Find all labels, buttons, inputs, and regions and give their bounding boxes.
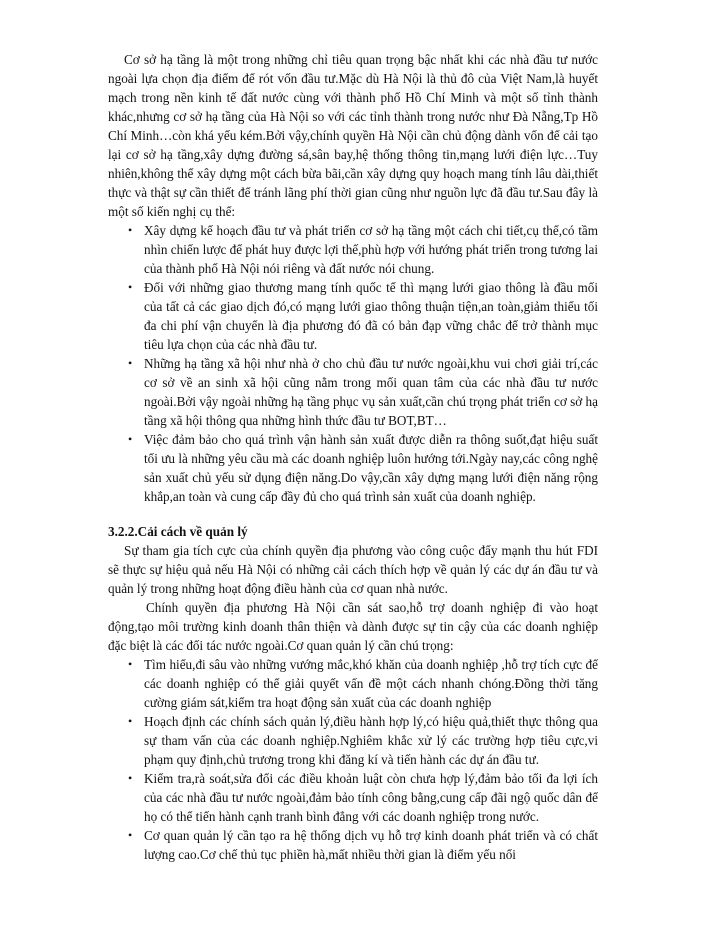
list-item: • Xây dựng kế hoạch đầu tư và phát triển cơ sở hạ tầng một cách chi tiết,cụ thể,có tầm nhìn chiến lược để phát huy được lợi thế,phù hợp với hướng phát triển trong tương lai của thành phố Hà Nội nói riêng và đất nước nói chung. bbox=[128, 223, 598, 276]
intro-paragraph: Cơ sở hạ tầng là một trong những chỉ tiêu quan trọng bậc nhất khi các nhà đầu tư nước ngoài lựa chọn địa điểm để rót vốn đầu tư.Mặc dù Hà Nội là thủ đô của Việt Nam,là huyết mạch trong nền kinh tế đất nước cùng với thành phố Hồ Chí Minh và một số tỉnh thành khác,nhưng cơ sở hạ tầng của Hà Nội so với các tỉnh thành trong nước như Đà Nẵng,Tp Hồ Chí Minh…còn khá yếu kém.Bởi vậy,chính quyền Hà Nội cần chủ động dành vốn để cải tạo lại cơ sở hạ tầng,xây dựng đường sá,sân bay,hệ thống thông tin,mạng lưới điện lực…Tuy nhiên,không thể xây dựng một cách bừa bãi,cần xây dựng quy hoạch mang tính lâu dài,thiết thực và thật sự cần thiết để tránh lãng phí thời gian cũng như nguồn lực đã đầu tư.Sau đây là một số kiến nghị cụ thể: bbox=[108, 52, 598, 219]
bullet-icon: • bbox=[128, 223, 133, 237]
section-heading: 3.2.2.Cải cách về quản lý bbox=[108, 524, 248, 539]
bullet-icon: • bbox=[128, 657, 133, 671]
bullet-icon: • bbox=[128, 280, 133, 294]
management-paragraph-2: Chính quyền địa phương Hà Nội cần sát sao,hỗ trợ doanh nghiệp đi vào hoạt động,tạo môi trường kinh doanh thân thiện và dành được sự tin cậy của các doanh nghiệp đặc biệt là các đối tác nước ngoài.Cơ quan quản lý cần chú trọng: bbox=[108, 600, 598, 653]
list-item: • Cơ quan quản lý cần tạo ra hệ thống dịch vụ hỗ trợ kinh doanh phát triển và có chất lượng cao.Cơ chế thủ tục phiền hà,mất nhiều thời gian là điểm yếu nổi bbox=[128, 828, 598, 862]
list-item: • Việc đảm bảo cho quá trình vận hành sản xuất được diễn ra thông suốt,đạt hiệu suất tối ưu là những yêu cầu mà các doanh nghiệp luôn hướng tới.Ngày nay,các công nghệ sản xuất chủ yếu sử dụng điện năng.Do vậy,cần xây dựng mạng lưới điện năng rộng khắp,an toàn và cung cấp đầy đủ cho quá trình sản xuất của doanh nghiệp. bbox=[128, 432, 598, 504]
list-item: • Hoạch định các chính sách quản lý,điều hành hợp lý,có hiệu quả,thiết thực thông qua sự tham vấn của các doanh nghiệp.Nghiêm khắc xử lý các trường hợp tiêu cực,vi phạm quy định,chủ trương trong khi đăng kí và tiến hành các dự án đầu tư. bbox=[128, 714, 598, 767]
bullet-icon: • bbox=[128, 828, 133, 842]
management-paragraph-1: Sự tham gia tích cực của chính quyền địa phương vào công cuộc đẩy mạnh thu hút FDI sẽ thực sự hiệu quả nếu Hà Nội có những cải cách thích hợp về quản lý các dự án đầu tư và quản lý trong những hoạt động điều hành của cơ quan nhà nước. bbox=[108, 543, 598, 596]
document-body bbox=[108, 50, 598, 864]
list-item: • Đối với những giao thương mang tính quốc tế thì mạng lưới giao thông là đầu mối của tất cả các giao dịch đó,có mạng lưới giao thông thuận tiện,an toàn,giảm thiểu tối đa chi phí vận chuyển là địa phương đó đã có bản đạp vững chắc để trở thành mục tiêu lựa chọn của các nhà đầu tư. bbox=[128, 280, 598, 352]
bullet-icon: • bbox=[128, 771, 133, 785]
infrastructure-recommendations-list bbox=[108, 221, 598, 506]
management-recommendations-list bbox=[108, 655, 598, 864]
list-item: • Những hạ tầng xã hội như nhà ở cho chủ đầu tư nước ngoài,khu vui chơi giải trí,các cơ sở về an sinh xã hội cũng nằm trong mối quan tâm của các nhà đầu tư nước ngoài.Bởi vậy ngoài những hạ tầng phục vụ sản xuất,cần chú trọng phát triển cơ sở hạ tầng xã hội thông qua những hình thức đầu tư BOT,BT… bbox=[128, 356, 598, 428]
bullet-icon: • bbox=[128, 432, 133, 446]
bullet-icon: • bbox=[128, 356, 133, 370]
list-item: • Kiểm tra,rà soát,sửa đổi các điều khoản luật còn chưa hợp lý,đảm bảo tối đa lợi ích của các nhà đầu tư nước ngoài,đảm bảo tính công bằng,cung cấp đãi ngộ quốc dân để họ có thể tiến hành cạnh tranh bình đẳng với các doanh nghiệp trong nước. bbox=[128, 771, 598, 824]
list-item: • Tìm hiểu,đi sâu vào những vướng mắc,khó khăn của doanh nghiệp ,hỗ trợ tích cực để các doanh nghiệp có thể giải quyết vấn đề một cách nhanh chóng.Đồng thời tăng cường giám sát,kiểm tra hoạt động sản xuất của các doanh nghiệp bbox=[128, 657, 598, 710]
bullet-icon: • bbox=[128, 714, 133, 728]
